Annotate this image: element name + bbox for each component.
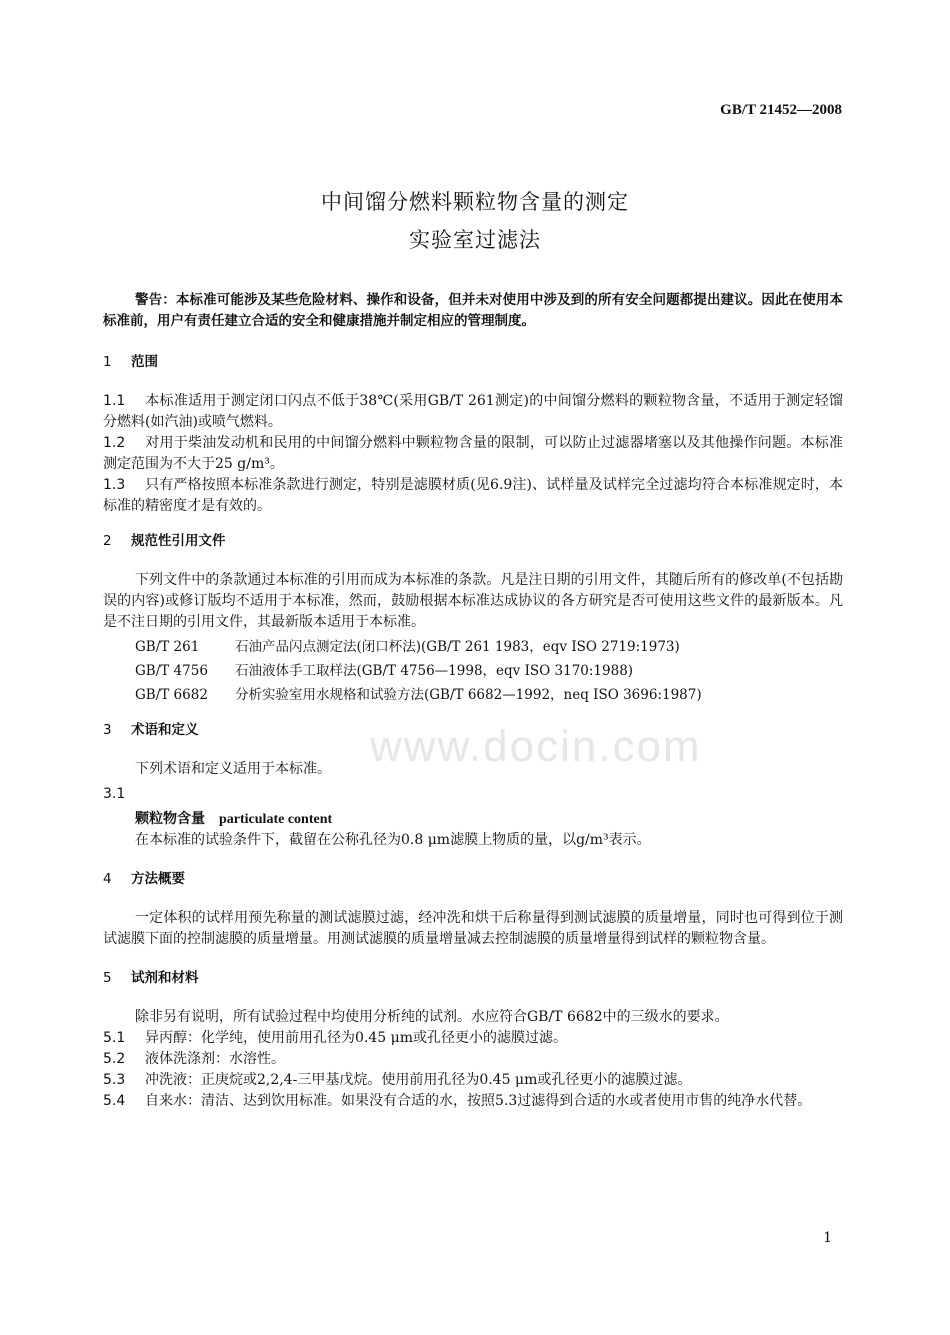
clause-number: 1.1 — [103, 393, 126, 409]
document-body — [103, 290, 843, 1112]
clause-text: 异丙醇：化学纯，使用前用孔径为0.45 μm或孔径更小的滤膜过滤。 — [145, 1030, 567, 1046]
clause-text: 本标准适用于测定闭口闪点不低于38℃(采用GB/T 261测定)的中间馏分燃料的颗粒物含量，不适用于测定轻馏分燃料(如汽油)或喷气燃料。 — [103, 393, 843, 430]
section-1-heading — [103, 352, 843, 373]
clause-number: 1.2 — [103, 435, 126, 451]
section-title: 范围 — [131, 354, 158, 370]
clause-5-1 — [103, 1028, 843, 1049]
document-title: 中间馏分燃料颗粒物含量的测定 — [321, 190, 629, 214]
clause-number: 5.2 — [103, 1051, 126, 1067]
section-number: 2 — [103, 533, 112, 549]
term-entry — [103, 809, 843, 830]
document-subtitle: 实验室过滤法 — [409, 228, 541, 252]
section-number: 4 — [103, 871, 112, 887]
clause-1-2 — [103, 433, 843, 475]
clause-number: 5.1 — [103, 1030, 126, 1046]
reference-item — [135, 637, 843, 658]
clause-text: 液体洗涤剂：水溶性。 — [145, 1051, 285, 1067]
reference-text: 分析实验室用水规格和试验方法(GB/T 6682—1992，neq ISO 3696:1987) — [235, 687, 702, 703]
clause-text: 只有严格按照本标准条款进行测定，特别是滤膜材质(见6.9注)、试样量及试样完全过滤均符合本标准规定时，本标准的精密度才是有效的。 — [103, 477, 843, 514]
section-4-heading — [103, 869, 843, 890]
clause-number: 5.4 — [103, 1093, 126, 1109]
clause-5-2 — [103, 1049, 843, 1070]
reference-text: 石油液体手工取样法(GB/T 4756—1998，eqv ISO 3170:1988) — [235, 663, 634, 679]
clause-number: 5.3 — [103, 1072, 126, 1088]
section-number: 5 — [103, 970, 112, 986]
clause-text: 自来水：清洁、达到饮用标准。如果没有合适的水，按照5.3过滤得到合适的水或者使用市售的纯净水代替。 — [145, 1093, 812, 1109]
section-title: 试剂和材料 — [131, 970, 199, 986]
section-3-heading — [103, 720, 843, 741]
clause-5-3 — [103, 1070, 843, 1091]
reference-code: GB/T 6682 — [135, 687, 208, 703]
reference-item — [135, 685, 843, 706]
term-chinese: 颗粒物含量 — [135, 811, 205, 827]
section-title: 规范性引用文件 — [131, 533, 226, 549]
section-2-heading — [103, 531, 843, 552]
warning-paragraph: 警告：本标准可能涉及某些危险材料、操作和设备，但并未对使用中涉及到的所有安全问题都提出建议。因此在使用本标准前，用户有责任建立合适的安全和健康措施并制定相应的管理制度。 — [103, 292, 843, 329]
clause-1-3 — [103, 475, 843, 517]
section-number: 3 — [103, 722, 112, 738]
watermark: www.docin.com — [370, 722, 702, 771]
reference-text: 石油产品闪点测定法(闭口杯法)(GB/T 261 1983，eqv ISO 2719:1973) — [235, 639, 680, 655]
section-3-intro: 下列术语和定义适用于本标准。 — [135, 761, 331, 777]
clause-number: 1.3 — [103, 477, 126, 493]
reference-item — [135, 661, 843, 682]
clause-text: 对用于柴油发动机和民用的中间馏分燃料中颗粒物含量的限制，可以防止过滤器堵塞以及其他操作问题。本标准测定范围为不大于25 g/m³。 — [103, 435, 843, 472]
section-4-text: 一定体积的试样用预先称量的测试滤膜过滤，经冲洗和烘干后称量得到测试滤膜的质量增量，同时也可得到位于测试滤膜下面的控制滤膜的质量增量。用测试滤膜的质量增量减去控制滤膜的质量增量得到试样的颗粒物含量。 — [103, 910, 843, 947]
term-english: particulate content — [219, 812, 333, 827]
clause-text: 冲洗液：正庚烷或2,2,4-三甲基戊烷。使用前用孔径为0.45 μm或孔径更小的滤膜过滤。 — [145, 1072, 692, 1088]
term-definition: 在本标准的试验条件下，截留在公称孔径为0.8 μm滤膜上物质的量，以g/m³表示。 — [135, 832, 651, 848]
page-number: 1 — [823, 1230, 832, 1246]
reference-list — [103, 637, 843, 706]
standard-code: GB/T 21452—2008 — [720, 102, 842, 118]
reference-code: GB/T 261 — [135, 639, 200, 655]
term-number: 3.1 — [103, 786, 126, 802]
section-number: 1 — [103, 354, 112, 370]
section-title: 术语和定义 — [131, 722, 199, 738]
section-title: 方法概要 — [131, 871, 185, 887]
clause-5-4 — [103, 1091, 843, 1112]
reference-code: GB/T 4756 — [135, 663, 208, 679]
section-5-heading — [103, 968, 843, 989]
clause-1-1 — [103, 391, 843, 433]
section-2-intro: 下列文件中的条款通过本标准的引用而成为本标准的条款。凡是注日期的引用文件，其随后所有的修改单(不包括勘误的内容)或修订版均不适用于本标准，然而，鼓励根据本标准达成协议的各方研究是否可使用这些文件的最新版本。凡是不注日期的引用文件，其最新版本适用于本标准。 — [103, 572, 843, 630]
section-5-intro: 除非另有说明，所有试验过程中均使用分析纯的试剂。水应符合GB/T 6682中的三级水的要求。 — [135, 1009, 729, 1025]
